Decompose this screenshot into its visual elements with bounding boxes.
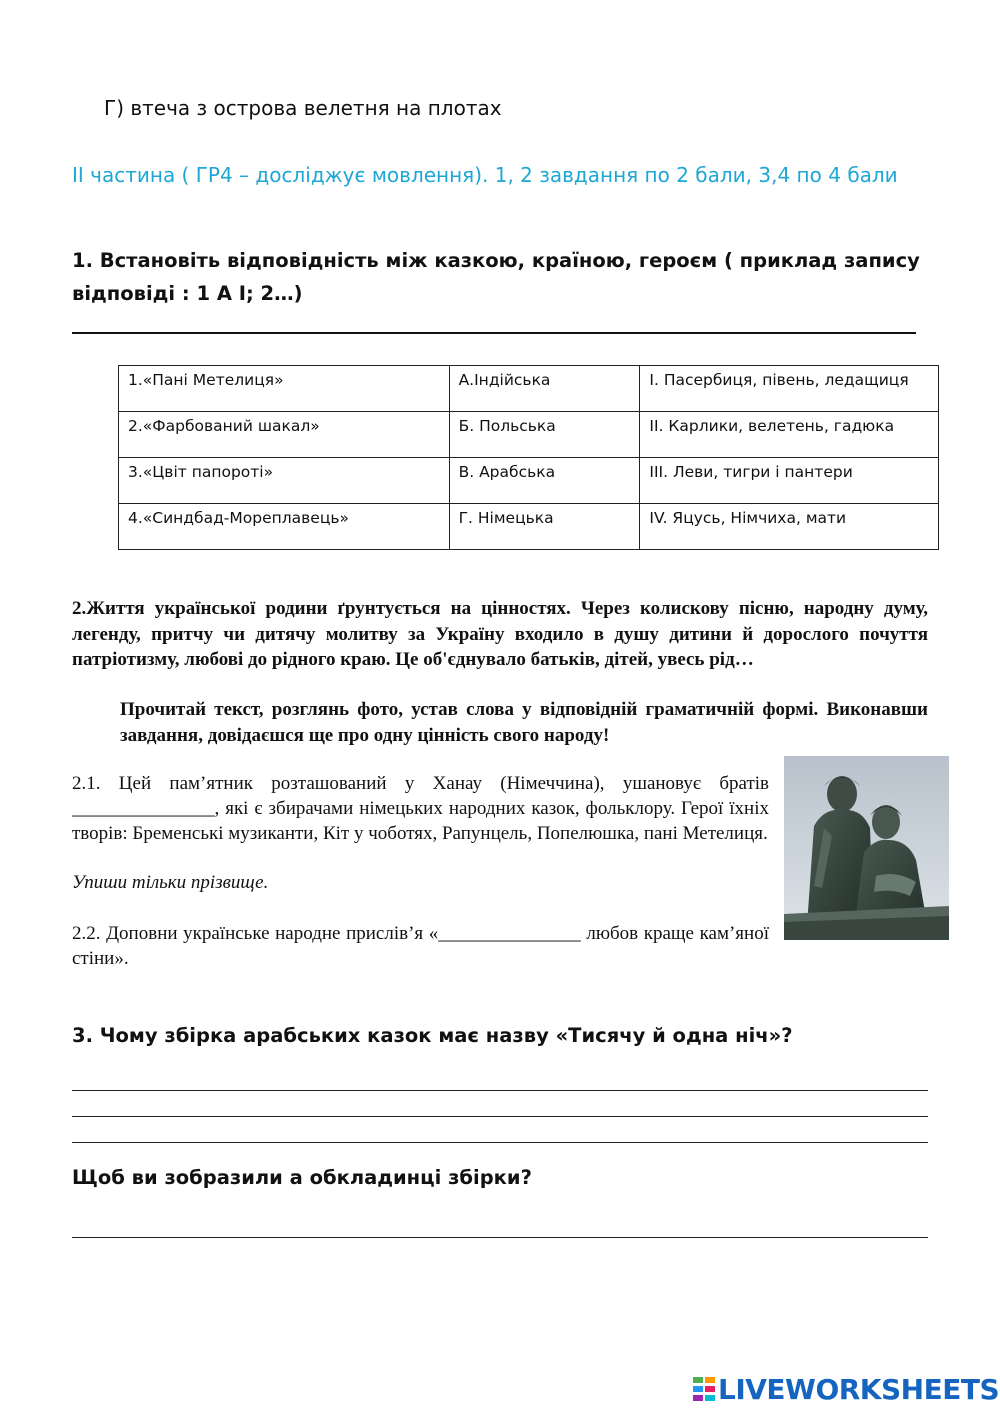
table-row xyxy=(119,458,939,504)
task1-answer-line[interactable] xyxy=(72,332,916,334)
liveworksheets-logo-icon xyxy=(692,1375,716,1403)
table-cell-country: В. Арабська xyxy=(449,458,640,504)
task3-answer-line-2[interactable] xyxy=(72,1116,928,1117)
task4-answer-line[interactable] xyxy=(72,1237,928,1238)
matching-table xyxy=(118,365,939,550)
table-cell-country: Г. Німецька xyxy=(449,504,640,550)
table-row xyxy=(119,412,939,458)
table-cell-tale: 1.«Пані Метелиця» xyxy=(119,366,450,412)
task2-intro: 2.Життя української родини ґрунтується на цінностях. Через колискову пісню, народну думу, легенду, притчу чи дитячу молитву за Україну входило в душу дитини й дорослого почуття патріотизму, любові до рідного краю. Це об'єднувало батьків, дітей, увесь рід… xyxy=(72,598,928,670)
task2-1-text: 2.1. Цей пам’ятник розташований у Ханау (Німеччина), ушановує братів _______________, які є збирачами німецьких народних казок, фольклору. Герої їхніх творів: Бременські музиканти, Кіт у чоботях, Рапунцель, Попелюшка, пані Метелиця. xyxy=(72,773,769,844)
liveworksheets-logo xyxy=(692,1374,999,1404)
table-row xyxy=(119,366,939,412)
table-cell-tale: 4.«Синдбад-Мореплавець» xyxy=(119,504,450,550)
task2-1-note: Упиши тільки прізвище. xyxy=(72,872,269,893)
table-cell-country: Б. Польська xyxy=(449,412,640,458)
task3-answer-line-3[interactable] xyxy=(72,1142,928,1143)
task4-question: Щоб ви зобразили а обкладинці збірки? xyxy=(72,1166,532,1189)
table-cell-heroes: ІІ. Карлики, велетень, гадюка xyxy=(640,412,939,458)
task1-question: 1. Встановіть відповідність між казкою, країною, героєм ( приклад запису відповіді : 1 А І; 2…) xyxy=(72,249,920,305)
table-cell-heroes: ІІІ. Леви, тигри і пантери xyxy=(640,458,939,504)
liveworksheets-brand: LIVEWORKSHEETS xyxy=(718,1372,1000,1406)
answer-option-g: Г) втеча з острова велетня на плотах xyxy=(104,96,502,120)
task2-instruction: Прочитай текст, розглянь фото, устав слова у відповідній граматичній формі. Виконавши завдання, довідаєшся ще про одну цінність свого народу! xyxy=(120,699,928,746)
part2-heading: ІІ частина ( ГР4 – досліджує мовлення). 1, 2 завдання по 2 бали, 3,4 по 4 бали xyxy=(72,163,898,187)
task3-answer-line-1[interactable] xyxy=(72,1090,928,1091)
table-cell-heroes: І. Пасербиця, півень, ледащиця xyxy=(640,366,939,412)
table-cell-tale: 3.«Цвіт папороті» xyxy=(119,458,450,504)
task2-2-text: 2.2. Доповни українське народне прислів’я «_______________ любов краще кам’яної стіни». xyxy=(72,923,769,969)
table-cell-country: А.Індійська xyxy=(449,366,640,412)
grimm-brothers-monument-photo xyxy=(784,756,949,940)
table-cell-heroes: ІV. Яцусь, Німчиха, мати xyxy=(640,504,939,550)
task3-question: 3. Чому збірка арабських казок має назву «Тисячу й одна ніч»? xyxy=(72,1024,793,1047)
table-row xyxy=(119,504,939,550)
table-cell-tale: 2.«Фарбований шакал» xyxy=(119,412,450,458)
